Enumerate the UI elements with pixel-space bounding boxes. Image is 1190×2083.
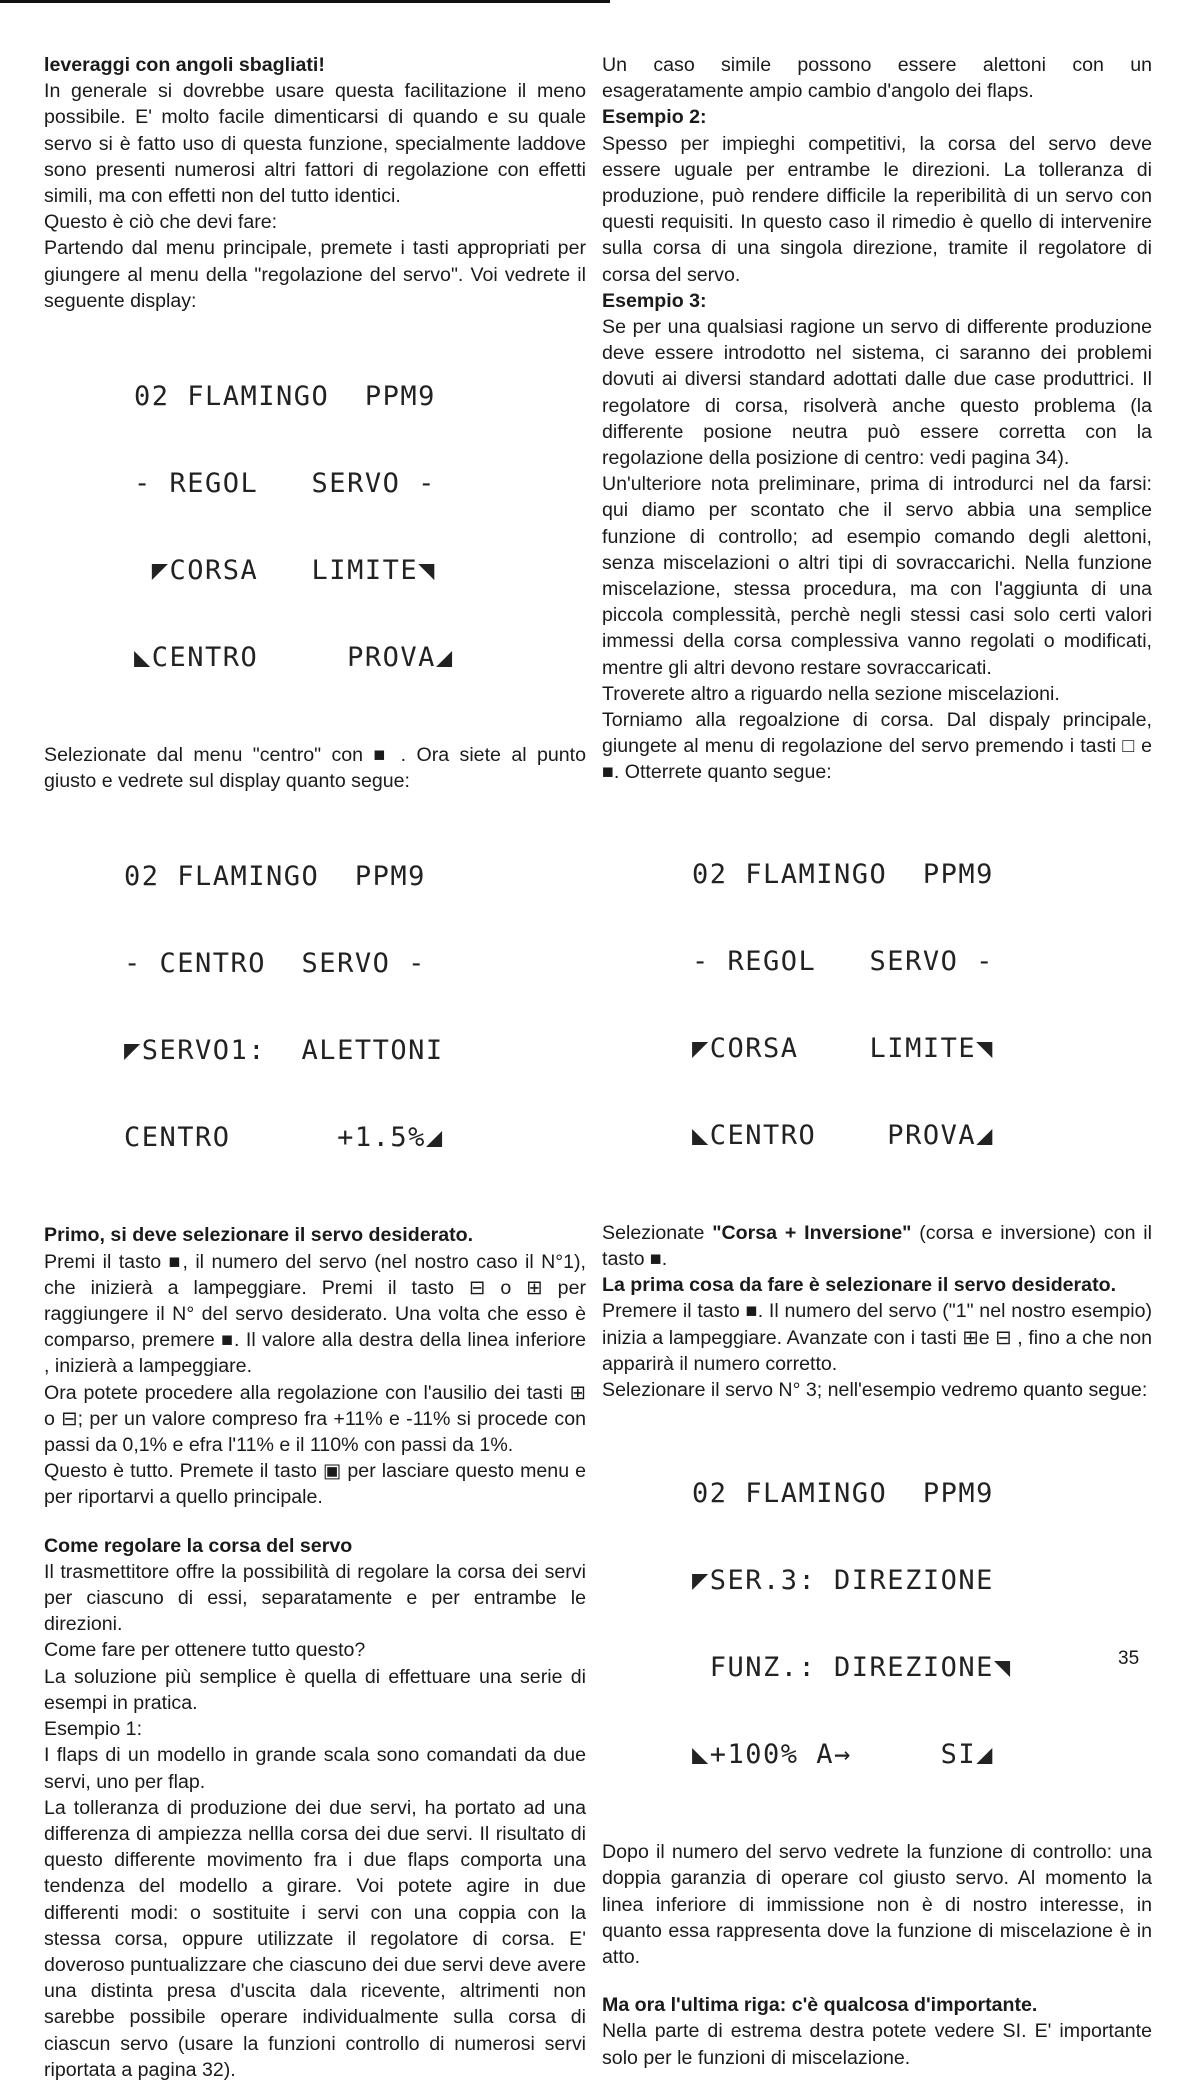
lcd-line: ◤CORSA LIMITE◥ [134,555,436,587]
lcd-line: 02 FLAMINGO PPM9 [692,858,994,890]
left-column [44,52,586,2083]
paragraph: Questo è tutto. Premete il tasto ▣ per lasciare questo menu e per riportarvi a quello principale. [44,1460,586,1509]
lcd-line: 02 FLAMINGO PPM9 [124,861,426,893]
heading: Ma ora l'ultima riga: c'è qualcosa d'importante. [602,1994,1038,2017]
heading: Come regolare la corsa del servo [44,1534,353,1557]
lcd-line: - REGOL SERVO - [134,468,436,500]
paragraph: La soluzione più semplice è quella di effettuare una serie di esempi in pratica. [44,1665,586,1714]
paragraph: Un caso simile possono essere alettoni con un esageratamente ampio cambio d'angolo dei flaps. [602,54,1152,103]
text-run: (corsa e inversione) con il tasto ■. [602,1221,1152,1270]
heading: Esempio 2: [602,106,707,129]
paragraph: Ora potete procedere alla regolazione con l'ausilio dei tasti ⊞ o ⊟; per un valore compreso fra +11% e -11% si procede con passi da 0,1% e efra l'11% e il 110% con passi da 1%. [44,1381,586,1457]
paragraph: I flaps di un modello in grande scala sono comandati da due servi, uno per flap. [44,1744,586,1793]
paragraph: Dopo il numero del servo vedrete la funzione di controllo: una doppia garanzia di operare col giusto servo. Al momento la linea inferiore di immissione non è di nostro interesse, in quanto essa rappresenta dove la funzione di miscelazione è in atto. [602,1841,1152,1968]
lcd-display-regol-2 [692,802,1152,1208]
top-rule [0,0,610,3]
lcd-line: - REGOL SERVO - [692,945,994,977]
spacer [602,1970,1152,1992]
paragraph: Premi il tasto ■, il numero del servo (nel nostro caso il N°1), che inizierà a lampeggiare. Premi il tasto ⊟ o ⊞ per raggiungere il N° del servo desiderato. Una volta che esso è comparso, premere ■. Il valore alla destra della linea inferiore , inizierà a lampeggiare. [44,1250,586,1378]
paragraph: Esempio 1: [44,1718,143,1741]
lcd-line: 02 FLAMINGO PPM9 [134,381,436,413]
paragraph: Se per una qualsiasi ragione un servo di differente produzione deve essere introdotto nel sistema, ci saranno dei problemi dovuti ai diversi standard adottati dalle due case produttrici. Il regolatore di corsa, risolverà anche questo problema (la differente posione neutra può essere corretta con la regolazione della posizione di centro: vedi pagina 34). [602,316,1152,470]
paragraph: In generale si dovrebbe usare questa facilitazione il meno possibile. E' molto facile dimenticarsi di quando e su quale servo si è fatto uso di questa funzione, specialmente laddove sono presenti numerosi altri fattori di regolazione con effetti simili, ma con effetti non del tutto identici. [44,80,586,208]
paragraph: Il trasmettitore offre la possibilità di regolare la corsa dei servi per ciascuno di essi, separatamente e per entrambe le direzioni. [44,1560,586,1636]
lcd-line: CENTRO +1.5%◢ [124,1122,444,1154]
lcd-display-ser3 [692,1421,1152,1827]
paragraph: Spesso per impieghi competitivi, la corsa del servo deve essere uguale per entrambe le direzioni. La tolleranza di produzione, può rendere difficile la reperibilità di un servo con questi requisiti. In questo caso il rimedio è quello di intervenire sulla corsa di una singola direzione, tramite il regolatore di corsa del servo. [602,132,1152,286]
spacer [44,1511,586,1533]
right-column [602,52,1152,2071]
page-number: 35 [1118,1648,1140,1669]
paragraph: Questo è ciò che devi fare: [44,211,278,234]
paragraph: Troverete altro a riguardo nella sezione miscelazioni. [602,682,1060,705]
paragraph: Partendo dal menu principale, premete i tasti appropriati per giungere al menu della "regolazione del servo". Voi vedrete il seguente display: [44,237,586,312]
paragraph: Nella parte di estrema destra potete vedere SI. E' importante solo per le funzioni di miscelazione. [602,2020,1152,2069]
lcd-display-regol [134,324,586,730]
text-run-bold: "Corsa + Inversione" [712,1221,912,1244]
paragraph: Un'ulteriore nota preliminare, prima di introdurci nel da farsi: qui diamo per scontato che il servo abbia una semplice funzione di controllo; ad esempio comando degli alettoni, senza miscelazioni o altri tipi di sovraccarichi. Nella funzione miscelazione, stessa procedura, ma con l'aggiunta di una piccola complessità, perchè negli stessi casi solo certi valori immessi della corsa complessiva vanno regolati o modificati, mentre gli altri devono restare sovraccaricati. [602,473,1152,679]
lcd-line: ◣CENTRO PROVA◢ [134,642,454,674]
text-run: Selezionate [602,1221,713,1244]
lcd-line: FUNZ.: DIREZIONE◥ [692,1652,1012,1684]
paragraph: Premere il tasto ■. Il numero del servo ("1" nel nostro esempio) inizia a lampeggiare. Avanzate con i tasti ⊞e ⊟ , fino a che non apparirà il numero corretto. [602,1300,1152,1375]
lcd-line: 02 FLAMINGO PPM9 [692,1478,994,1510]
heading: La prima cosa da fare è selezionare il servo desiderato. [602,1274,1117,1297]
paragraph: Torniamo alla regoalzione di corsa. Dal dispaly principale, giungete al menu di regolazione del servo premendo i tasti □ e ■. Otterrete quanto segue: [602,709,1152,784]
paragraph: Selezionate dal menu "centro" con ■ . Ora siete al punto giusto e vedrete sul display quanto segue: [44,744,586,793]
paragraph [602,1220,1152,1272]
lcd-line: ◤CORSA LIMITE◥ [692,1032,994,1064]
heading: leveraggi con angoli sbagliati! [44,54,325,76]
lcd-line: ◣+100% A→ SI◢ [692,1739,994,1771]
lcd-line: - CENTRO SERVO - [124,948,426,980]
paragraph: Selezionare il servo N° 3; nell'esempio vedremo quanto segue: [602,1378,1148,1401]
lcd-display-centro [124,804,586,1210]
heading: Esempio 3: [602,289,707,312]
heading: Primo, si deve selezionare il servo desiderato. [44,1224,474,1247]
lcd-line: ◣CENTRO PROVA◢ [692,1119,994,1151]
paragraph: La tolleranza di produzione dei due servi, ha portato ad una differenza di ampiezza nellla corsa dei due servi. Il risultato di questo differente movimento fra i due flaps comporta una tendenza del modello a girare. Voi potete agire in due differenti modi: o sostituite i servi con una coppia con la stessa corsa, oppure utilizzate il regolatore di corsa. E' doveroso puntualizzare che ciascuno dei due servi deve avere una distinta presa d'uscita dala ricevente, altrimenti non sarebbe possibile operare individualmente sulla corsa di ciascun servo (usare la funzioni controllo di numerosi servi riportata a pagina 32). [44,1796,586,2081]
paragraph: Come fare per ottenere tutto questo? [44,1639,366,1662]
lcd-line: ◤SER.3: DIREZIONE [692,1565,994,1597]
lcd-line: ◤SERVO1: ALETTONI [124,1035,444,1067]
